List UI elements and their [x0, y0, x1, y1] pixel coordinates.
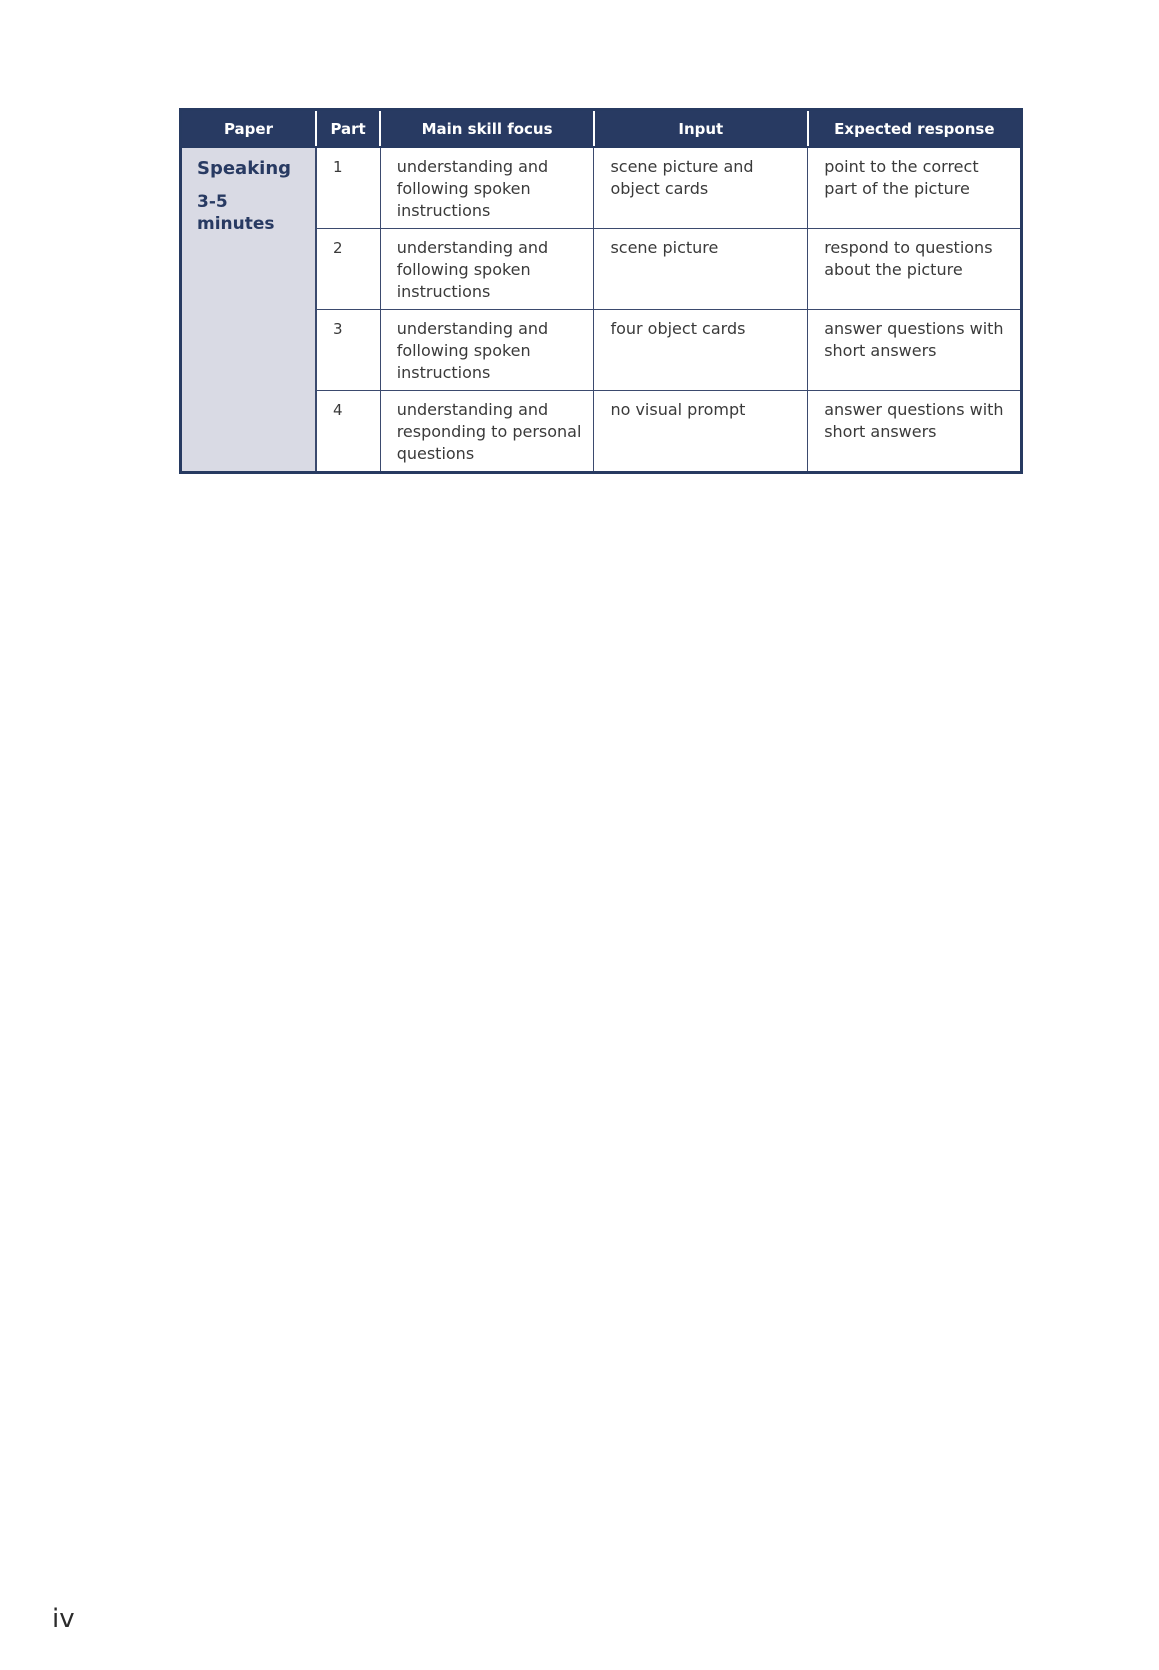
header-part: Part — [316, 110, 380, 148]
response-cell: answer questions with short answers — [808, 391, 1022, 473]
header-paper: Paper — [181, 110, 316, 148]
table-row — [181, 147, 1022, 229]
paper-duration: 3-5 minutes — [197, 192, 275, 234]
part-cell: 3 — [316, 310, 380, 391]
skill-cell: understanding and responding to personal questions — [380, 391, 594, 473]
part-cell: 2 — [316, 229, 380, 310]
input-cell: four object cards — [594, 310, 808, 391]
paper-name: Speaking — [197, 158, 292, 179]
input-cell: scene picture — [594, 229, 808, 310]
header-input: Input — [594, 110, 808, 148]
part-cell: 1 — [316, 147, 380, 229]
skill-cell: understanding and following spoken instructions — [380, 147, 594, 229]
table-header-row — [181, 110, 1022, 148]
skill-cell: understanding and following spoken instructions — [380, 229, 594, 310]
input-cell: no visual prompt — [594, 391, 808, 473]
page-number: iv — [52, 1604, 75, 1634]
header-skill: Main skill focus — [380, 110, 594, 148]
skill-cell: understanding and following spoken instructions — [380, 310, 594, 391]
input-cell: scene picture and object cards — [594, 147, 808, 229]
paper-cell — [181, 147, 316, 473]
response-cell: respond to questions about the picture — [808, 229, 1022, 310]
response-cell: answer questions with short answers — [808, 310, 1022, 391]
response-cell: point to the correct part of the picture — [808, 147, 1022, 229]
part-cell: 4 — [316, 391, 380, 473]
header-response: Expected response — [808, 110, 1022, 148]
exam-format-table — [179, 108, 1023, 474]
